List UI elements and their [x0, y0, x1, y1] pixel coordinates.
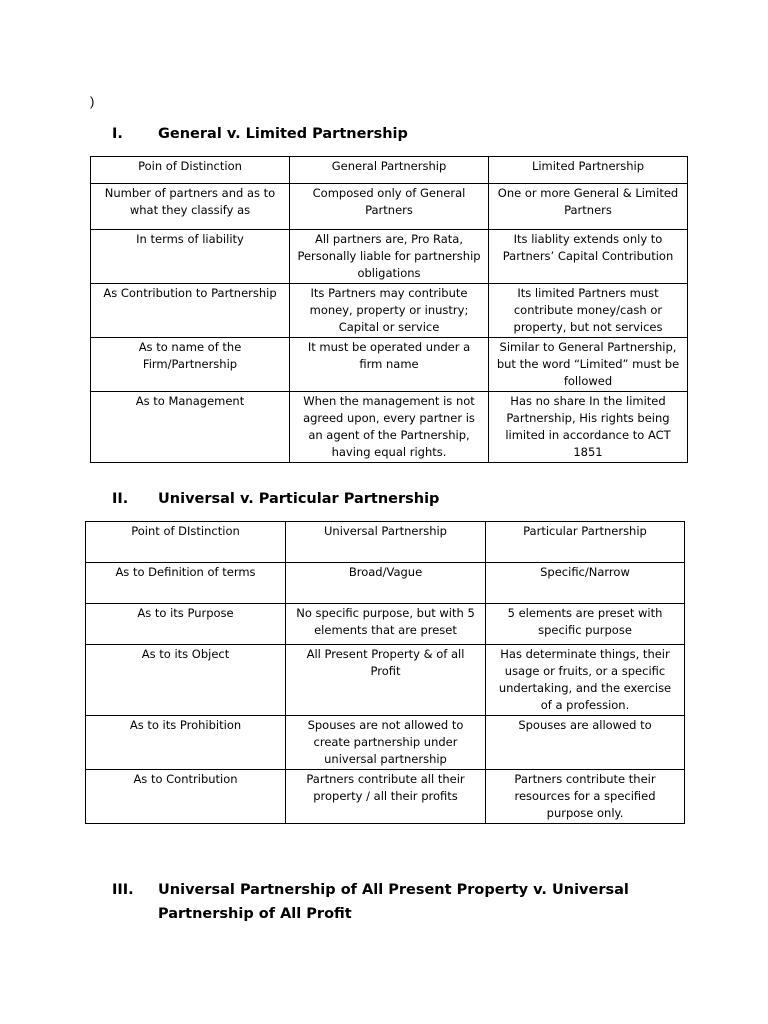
table-row — [91, 284, 688, 338]
table-row — [86, 716, 685, 770]
section-3-heading — [112, 878, 678, 926]
table-cell: As to name of the Firm/Partnership — [91, 338, 290, 392]
table-cell: One or more General & Limited Partners — [489, 184, 688, 230]
column-header: Universal Partnership — [286, 522, 486, 563]
table-cell: Spouses are allowed to — [486, 716, 685, 770]
table-row — [86, 604, 685, 645]
table-header-row — [86, 522, 685, 563]
table-cell: Its limited Partners must contribute money/cash or property, but not services — [489, 284, 688, 338]
table-cell: It must be operated under a firm name — [290, 338, 489, 392]
table-row — [91, 230, 688, 284]
column-header: Particular Partnership — [486, 522, 685, 563]
table-cell: All partners are, Pro Rata, Personally liable for partnership obligations — [290, 230, 489, 284]
table-cell: 5 elements are preset with specific purpose — [486, 604, 685, 645]
column-header: General Partnership — [290, 157, 489, 184]
column-header: Point of DIstinction — [86, 522, 286, 563]
table-cell: As to its Object — [86, 645, 286, 716]
section-2-heading — [112, 487, 439, 511]
section-1-heading — [112, 122, 408, 146]
table-cell: All Present Property & of all Profit — [286, 645, 486, 716]
section-1-number: I. — [112, 126, 123, 142]
table-cell: Its liablity extends only to Partners’ Capital Contribution — [489, 230, 688, 284]
table-row — [91, 392, 688, 463]
table-cell: Its Partners may contribute money, property or inustry; Capital or service — [290, 284, 489, 338]
table-row — [86, 563, 685, 604]
section-1-title: General v. Limited Partnership — [158, 126, 408, 142]
table-row — [91, 338, 688, 392]
column-header: Limited Partnership — [489, 157, 688, 184]
section-2-title: Universal v. Particular Partnership — [158, 491, 440, 507]
table-cell: When the management is not agreed upon, every partner is an agent of the Partnership, having equal rights. — [290, 392, 489, 463]
table-cell: Partners contribute all their property / all their profits — [286, 770, 486, 824]
table-cell: As to Definition of terms — [86, 563, 286, 604]
table-cell: As to its Prohibition — [86, 716, 286, 770]
table-row — [86, 645, 685, 716]
table-cell: As Contribution to Partnership — [91, 284, 290, 338]
table-cell: Spouses are not allowed to create partnership under universal partnership — [286, 716, 486, 770]
table-cell: Partners contribute their resources for a specified purpose only. — [486, 770, 685, 824]
section-3-number: III. — [112, 882, 134, 898]
table-cell: Number of partners and as to what they classify as — [91, 184, 290, 230]
table-cell: Has determinate things, their usage or fruits, or a specific undertaking, and the exercise of a profession. — [486, 645, 685, 716]
table-cell: No specific purpose, but with 5 elements that are preset — [286, 604, 486, 645]
general-vs-limited-table — [90, 156, 688, 463]
section-2-number: II. — [112, 491, 129, 507]
column-header: Poin of Distinction — [91, 157, 290, 184]
table-cell: In terms of liability — [91, 230, 290, 284]
table-cell: Broad/Vague — [286, 563, 486, 604]
universal-vs-particular-table — [85, 521, 685, 824]
stray-parenthesis: ) — [90, 94, 95, 109]
table-cell: Specific/Narrow — [486, 563, 685, 604]
table-header-row — [91, 157, 688, 184]
table-cell: As to Contribution — [86, 770, 286, 824]
table-cell: As to Management — [91, 392, 290, 463]
table-row — [86, 770, 685, 824]
table-cell: Similar to General Partnership, but the word “Limited” must be followed — [489, 338, 688, 392]
section-3-title: Universal Partnership of All Present Property v. Universal Partnership of All Profit — [158, 882, 629, 922]
table-cell: As to its Purpose — [86, 604, 286, 645]
table-row — [91, 184, 688, 230]
table-cell: Composed only of General Partners — [290, 184, 489, 230]
table-cell: Has no share In the limited Partnership, His rights being limited in accordance to ACT 1851 — [489, 392, 688, 463]
